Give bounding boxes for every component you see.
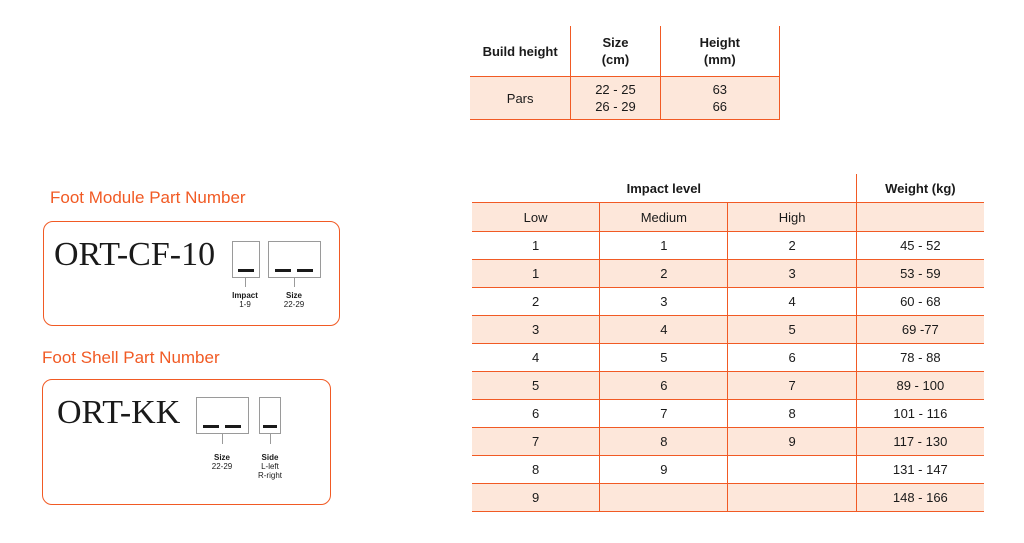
size-caption-range: 22-29 (283, 300, 305, 309)
shell-size-tick (222, 434, 223, 444)
medium-header: Medium (600, 203, 728, 232)
high-cell: 8 (728, 400, 856, 428)
shell-size-slot-dash (225, 425, 241, 428)
table-row (472, 316, 984, 344)
impact-table-body (472, 232, 984, 512)
high-cell (728, 456, 856, 484)
shell-size-slot-dash (203, 425, 219, 428)
high-cell: 9 (728, 428, 856, 456)
impact-slot (232, 241, 260, 278)
foot-shell-title: Foot Shell Part Number (42, 348, 220, 367)
high-cell: 3 (728, 260, 856, 288)
table-row (472, 260, 984, 288)
foot-module-code: ORT-CF-10 (54, 236, 216, 273)
low-cell: 1 (472, 260, 600, 288)
impact-table-header-row (472, 174, 984, 203)
impact-slot-dash (238, 269, 254, 272)
foot-module-title: Foot Module Part Number (50, 188, 246, 207)
low-cell: 6 (531, 406, 540, 421)
low-cell: 5 (472, 372, 600, 400)
build-height-header-text: Build height (482, 43, 558, 59)
side-caption-label: Side (261, 453, 279, 462)
build-table-row (470, 77, 780, 120)
weight-cell: 131 - 147 (856, 456, 984, 484)
weight-cell: 45 - 52 (856, 232, 984, 260)
impact-subheader-row (472, 203, 984, 232)
high-cell (728, 484, 856, 512)
weight-cell: 101 - 116 (856, 400, 984, 428)
weight-cell: 69 -77 (856, 316, 984, 344)
shell-size-caption (202, 453, 242, 471)
build-table-header-row (470, 26, 780, 77)
table-row (472, 288, 984, 316)
foot-shell-code: ORT-KK (57, 394, 181, 431)
height-value: 63 (712, 82, 728, 97)
size-header-line1: Size (602, 35, 629, 50)
size-value: 26 - 29 (595, 99, 636, 114)
low-header: Low (472, 203, 600, 232)
low-cell: 2 (531, 294, 540, 309)
size-slot-dash (297, 269, 313, 272)
weight-cell: 53 - 59 (856, 260, 984, 288)
weight-header: Weight (kg) (856, 174, 984, 203)
size-header (571, 26, 660, 77)
weight-cell: 117 - 130 (856, 428, 984, 456)
build-row-heights (660, 77, 779, 120)
low-cell: 9 (472, 484, 600, 512)
shell-size-slot (196, 397, 249, 434)
low-cell: 3 (472, 316, 600, 344)
low-cell: 7 (472, 428, 600, 456)
high-header: High (728, 203, 856, 232)
weight-subheader-empty (856, 203, 984, 232)
medium-cell: 3 (600, 288, 728, 316)
high-cell: 5 (728, 316, 856, 344)
side-tick (270, 434, 271, 444)
medium-cell: 5 (600, 344, 728, 372)
table-row (472, 484, 984, 512)
table-row (472, 344, 984, 372)
build-row-label: Pars (470, 77, 571, 120)
side-caption-left: L-left (261, 462, 279, 471)
size-header-line2: (cm) (601, 52, 630, 67)
medium-cell: 8 (600, 428, 728, 456)
impact-caption-label: Impact (232, 291, 258, 300)
size-caption (274, 291, 314, 309)
weight-cell: 78 - 88 (856, 344, 984, 372)
weight-cell: 60 - 68 (856, 288, 984, 316)
medium-cell: 2 (600, 260, 728, 288)
table-row (472, 232, 984, 260)
height-header-line1: Height (699, 35, 741, 50)
weight-cell: 148 - 166 (856, 484, 984, 512)
build-height-table (470, 26, 780, 120)
medium-cell (600, 484, 728, 512)
shell-size-caption-range: 22-29 (211, 462, 233, 471)
impact-level-header: Impact level (626, 180, 702, 196)
build-row-sizes (571, 77, 660, 120)
medium-cell: 6 (600, 372, 728, 400)
impact-caption-range: 1-9 (239, 300, 251, 309)
size-slot-dash (275, 269, 291, 272)
foot-shell-panel (42, 379, 331, 505)
high-cell: 2 (728, 232, 856, 260)
table-row (472, 456, 984, 484)
height-value: 66 (712, 99, 728, 114)
impact-caption (225, 291, 265, 309)
low-cell: 8 (531, 462, 540, 477)
low-cell: 4 (531, 350, 540, 365)
size-caption-label: Size (285, 291, 302, 300)
high-cell: 4 (728, 288, 856, 316)
table-row (472, 372, 984, 400)
side-slot (259, 397, 281, 434)
impact-weight-table (472, 174, 984, 512)
high-cell: 6 (728, 344, 856, 372)
impact-tick (245, 278, 246, 287)
height-header (660, 26, 779, 77)
medium-cell: 4 (600, 316, 728, 344)
side-slot-dash (263, 425, 277, 428)
build-height-header (470, 26, 571, 77)
foot-module-panel (43, 221, 340, 326)
medium-cell: 1 (600, 232, 728, 260)
size-value: 22 - 25 (595, 82, 636, 97)
side-caption-right: R-right (257, 471, 282, 480)
size-tick (294, 278, 295, 287)
height-header-line2: (mm) (703, 52, 736, 67)
shell-size-caption-label: Size (213, 453, 230, 462)
high-cell: 7 (728, 372, 856, 400)
weight-cell: 89 - 100 (856, 372, 984, 400)
low-cell: 1 (531, 238, 540, 253)
table-row (472, 428, 984, 456)
size-slot (268, 241, 321, 278)
table-row (472, 400, 984, 428)
side-caption (250, 453, 290, 480)
medium-cell: 9 (600, 456, 728, 484)
medium-cell: 7 (600, 400, 728, 428)
